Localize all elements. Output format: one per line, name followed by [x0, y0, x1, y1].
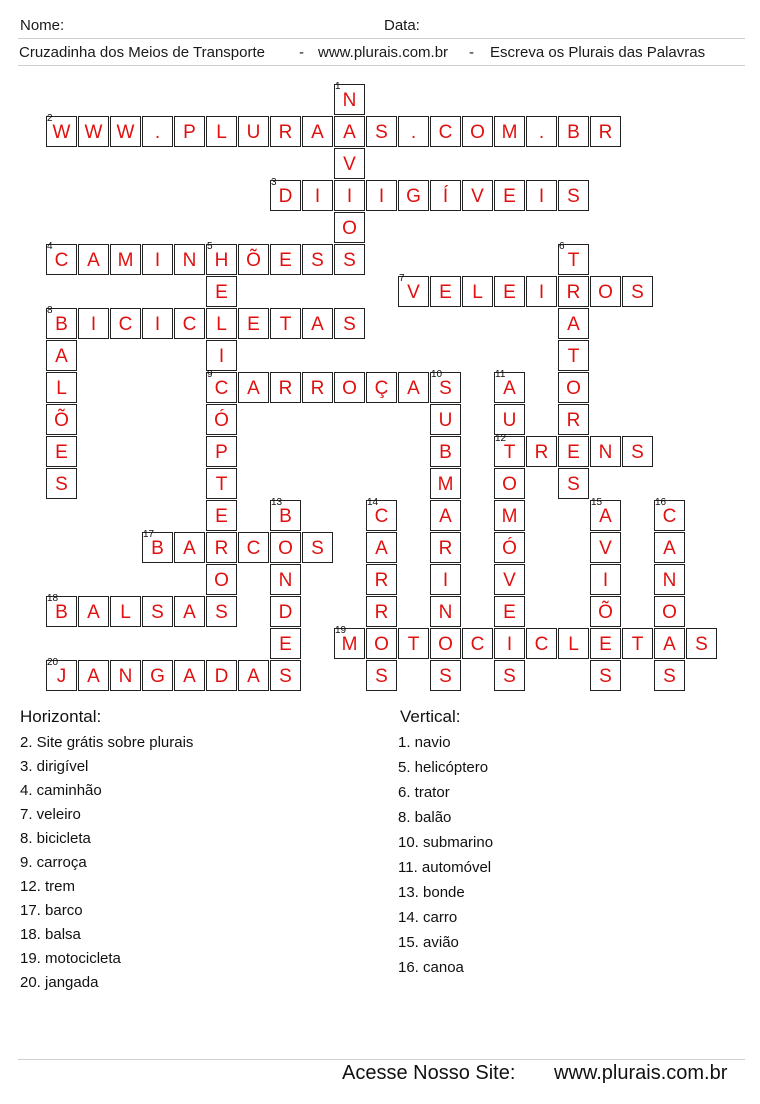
horizontal-clues-title: Horizontal: [20, 707, 102, 726]
crossword-cell[interactable]: S [558, 468, 589, 499]
crossword-cell[interactable]: I [302, 180, 333, 211]
clue-item: 12. trem [20, 878, 76, 895]
clue-item: 2. Site grátis sobre plurais [20, 734, 194, 751]
crossword-cell[interactable]: N [590, 436, 621, 467]
crossword-cell[interactable]: L [558, 628, 589, 659]
crossword-cell[interactable]: Ç [366, 372, 397, 403]
crossword-cell[interactable]: A [590, 500, 621, 531]
crossword-cell[interactable]: N [110, 660, 141, 691]
crossword-cell[interactable]: N [334, 84, 365, 115]
clue-item: 8. bicicleta [20, 830, 91, 847]
crossword-cell[interactable]: Í [430, 180, 461, 211]
crossword-cell[interactable]: U [238, 116, 269, 147]
crossword-cell[interactable]: S [430, 660, 461, 691]
clue-number-label: 20 [47, 657, 59, 668]
subtitle-title: Cruzadinha dos Meios de Transporte [19, 44, 265, 61]
clue-number-label: 19 [335, 625, 347, 636]
crossword-cell[interactable]: R [270, 372, 301, 403]
crossword-cell[interactable]: I [206, 340, 237, 371]
clue-number-label: 13 [271, 497, 283, 508]
clue-item: 16. canoa [398, 959, 464, 976]
clue-number-label: 16 [655, 497, 667, 508]
crossword-cell[interactable]: . [142, 116, 173, 147]
crossword-cell[interactable]: M [494, 116, 525, 147]
crossword-cell[interactable]: E [590, 628, 621, 659]
crossword-cell[interactable]: V [462, 180, 493, 211]
crossword-cell[interactable]: Õ [238, 244, 269, 275]
crossword-cell[interactable]: H [206, 244, 237, 275]
crossword-cell[interactable]: J [46, 660, 77, 691]
crossword-cell[interactable]: N [174, 244, 205, 275]
subtitle-instructions: Escreva os Plurais das Palavras [490, 44, 706, 61]
clue-number-label: 3 [271, 177, 277, 188]
crossword-cell[interactable]: C [46, 244, 77, 275]
crossword-cell[interactable]: S [622, 276, 653, 307]
clue-item: 19. motocicleta [20, 950, 121, 967]
crossword-cell[interactable]: P [174, 116, 205, 147]
crossword-cell[interactable]: . [526, 116, 557, 147]
crossword-cell[interactable]: W [46, 116, 77, 147]
crossword-cell[interactable]: S [590, 660, 621, 691]
crossword-cell[interactable]: A [174, 532, 205, 563]
crossword-cell[interactable]: L [206, 116, 237, 147]
crossword-cell[interactable]: D [270, 180, 301, 211]
crossword-cell[interactable]: T [494, 436, 525, 467]
crossword-cell[interactable]: V [398, 276, 429, 307]
clue-item: 8. balão [398, 809, 452, 826]
crossword-cell[interactable]: B [46, 596, 77, 627]
crossword-cell[interactable]: S [302, 244, 333, 275]
clue-item: 15. avião [398, 934, 459, 951]
crossword-cell[interactable]: S [302, 532, 333, 563]
crossword-cell[interactable]: A [398, 372, 429, 403]
crossword-cell[interactable]: S [558, 180, 589, 211]
crossword-cell[interactable]: R [206, 532, 237, 563]
crossword-cell[interactable]: L [462, 276, 493, 307]
vertical-clues-title: Vertical: [400, 707, 461, 726]
crossword-cell[interactable]: A [238, 372, 269, 403]
clue-item: 5. helicóptero [398, 759, 489, 776]
footer-label: Acesse Nosso Site: [342, 1062, 516, 1084]
crossword-cell[interactable]: Ó [206, 404, 237, 435]
crossword-cell[interactable]: S [366, 660, 397, 691]
crossword-cell[interactable]: R [558, 404, 589, 435]
crossword-cell[interactable]: E [494, 276, 525, 307]
crossword-cell[interactable]: C [462, 628, 493, 659]
crossword-cell[interactable]: A [174, 596, 205, 627]
crossword-cell[interactable]: U [430, 404, 461, 435]
crossword-cell[interactable]: S [430, 372, 461, 403]
crossword-cell[interactable]: W [110, 116, 141, 147]
crossword-cell[interactable]: O [494, 468, 525, 499]
crossword-cell[interactable]: E [206, 276, 237, 307]
clue-item: 17. barco [20, 902, 83, 919]
crossword-cell[interactable]: A [78, 660, 109, 691]
clue-number-label: 5 [207, 241, 213, 252]
crossword-cell[interactable]: U [494, 404, 525, 435]
crossword-cell[interactable]: V [334, 148, 365, 179]
clue-number-label: 8 [47, 305, 53, 316]
crossword-cell[interactable]: I [366, 180, 397, 211]
clue-number-label: 14 [367, 497, 379, 508]
crossword-cell[interactable]: R [590, 116, 621, 147]
crossword-cell[interactable]: A [78, 244, 109, 275]
clue-number-label: 15 [591, 497, 603, 508]
crossword-cell[interactable]: M [430, 468, 461, 499]
crossword-cell[interactable]: T [398, 628, 429, 659]
crossword-cell[interactable]: A [558, 308, 589, 339]
crossword-cell[interactable]: D [206, 660, 237, 691]
crossword-cell[interactable]: C [238, 532, 269, 563]
subtitle-site: www.plurais.com.br [318, 44, 449, 61]
crossword-cell[interactable]: M [334, 628, 365, 659]
crossword-cell[interactable]: A [302, 308, 333, 339]
crossword-cell[interactable]: O [206, 564, 237, 595]
crossword-cell[interactable]: N [430, 596, 461, 627]
crossword-cell[interactable]: Ó [494, 532, 525, 563]
crossword-cell[interactable]: I [142, 244, 173, 275]
clue-item: 14. carro [398, 909, 458, 926]
crossword-cell[interactable]: Õ [46, 404, 77, 435]
clue-number-label: 11 [495, 369, 506, 380]
crossword-cell[interactable]: I [526, 276, 557, 307]
crossword-cell[interactable]: O [654, 596, 685, 627]
crossword-cell[interactable]: O [430, 628, 461, 659]
crossword-cell[interactable]: G [398, 180, 429, 211]
crossword-cell[interactable]: Õ [590, 596, 621, 627]
crossword-cell[interactable]: I [334, 180, 365, 211]
clue-item: 10. submarino [398, 834, 494, 851]
crossword-cell[interactable]: O [366, 628, 397, 659]
crossword-cell[interactable]: A [46, 340, 77, 371]
crossword-cell[interactable]: A [302, 116, 333, 147]
crossword-cell[interactable]: R [302, 372, 333, 403]
crossword-cell[interactable]: S [270, 660, 301, 691]
crossword-cell[interactable]: R [366, 596, 397, 627]
clue-item: 4. caminhão [20, 782, 102, 799]
crossword-cell[interactable]: I [78, 308, 109, 339]
crossword-cell[interactable]: T [558, 340, 589, 371]
crossword-cell[interactable]: S [654, 660, 685, 691]
crossword-cell[interactable]: A [334, 116, 365, 147]
crossword-cell[interactable]: C [654, 500, 685, 531]
crossword-cell[interactable]: B [46, 308, 77, 339]
clue-number-label: 7 [399, 273, 405, 284]
crossword-cell[interactable]: A [174, 660, 205, 691]
crossword-cell[interactable]: S [206, 596, 237, 627]
clue-number-label: 12 [495, 433, 507, 444]
clue-item: 9. carroça [20, 854, 87, 871]
crossword-cell[interactable]: T [558, 244, 589, 275]
crossword-cell[interactable]: C [174, 308, 205, 339]
crossword-cell[interactable]: D [270, 596, 301, 627]
crossword-cell[interactable]: B [558, 116, 589, 147]
crossword-cell[interactable]: T [270, 308, 301, 339]
crossword-cell[interactable]: C [110, 308, 141, 339]
crossword-cell[interactable]: L [46, 372, 77, 403]
clue-item: 7. veleiro [20, 806, 81, 823]
clue-item: 13. bonde [398, 884, 465, 901]
crossword-cell[interactable]: S [494, 660, 525, 691]
crossword-cell[interactable]: C [366, 500, 397, 531]
crossword-cell[interactable]: A [654, 532, 685, 563]
crossword-cell[interactable]: G [142, 660, 173, 691]
crossword-cell[interactable]: T [622, 628, 653, 659]
crossword-cell[interactable]: V [590, 532, 621, 563]
name-label: Nome: [20, 17, 65, 34]
crossword-cell[interactable]: R [270, 116, 301, 147]
crossword-cell[interactable]: O [334, 212, 365, 243]
crossword-cell[interactable]: O [334, 372, 365, 403]
crossword-cell[interactable]: R [526, 436, 557, 467]
crossword-cell[interactable]: C [430, 116, 461, 147]
crossword-cell[interactable]: L [206, 308, 237, 339]
clue-number-label: 2 [47, 113, 53, 124]
crossword-cell[interactable]: W [78, 116, 109, 147]
clue-item: 1. navio [398, 734, 451, 751]
crossword-cell[interactable]: A [430, 500, 461, 531]
subtitle-separator: - [299, 44, 304, 61]
clue-number-label: 9 [207, 369, 213, 380]
crossword-cell[interactable]: B [430, 436, 461, 467]
crossword-cell[interactable]: E [430, 276, 461, 307]
crossword-cell[interactable]: S [686, 628, 717, 659]
clue-number-label: 17 [143, 529, 155, 540]
crossword-cell[interactable]: A [654, 628, 685, 659]
clue-item: 20. jangada [20, 974, 99, 991]
crossword-cell[interactable]: E [270, 628, 301, 659]
footer-site-link[interactable]: www.plurais.com.br [554, 1062, 728, 1084]
crossword-cell[interactable]: E [270, 244, 301, 275]
clue-number-label: 18 [47, 593, 59, 604]
crossword-cell[interactable]: S [334, 244, 365, 275]
crossword-cell[interactable]: I [590, 564, 621, 595]
crossword-cell[interactable]: I [494, 628, 525, 659]
crossword-cell[interactable]: E [46, 436, 77, 467]
crossword-cell[interactable]: L [110, 596, 141, 627]
crossword-cell[interactable]: I [430, 564, 461, 595]
date-label: Data: [384, 17, 420, 34]
clue-number-label: 1 [335, 81, 341, 92]
crossword-cell[interactable]: S [622, 436, 653, 467]
crossword-cell[interactable]: A [366, 532, 397, 563]
crossword-cell[interactable]: O [590, 276, 621, 307]
crossword-cell[interactable]: M [494, 500, 525, 531]
crossword-cell[interactable]: S [366, 116, 397, 147]
clue-item: 11. automóvel [398, 859, 492, 876]
crossword-cell[interactable]: M [110, 244, 141, 275]
clue-item: 18. balsa [20, 926, 81, 943]
crossword-cell[interactable]: R [366, 564, 397, 595]
crossword-cell[interactable]: N [270, 564, 301, 595]
crossword-cell[interactable]: C [206, 372, 237, 403]
subtitle-separator: - [469, 44, 474, 61]
clue-number-label: 6 [559, 241, 565, 252]
crossword-cell[interactable]: R [430, 532, 461, 563]
crossword-cell[interactable]: R [558, 276, 589, 307]
crossword-cell[interactable]: O [462, 116, 493, 147]
crossword-cell[interactable]: A [494, 372, 525, 403]
footer-divider [18, 1059, 745, 1060]
clue-item: 3. dirigível [20, 758, 89, 775]
clue-item: 6. trator [398, 784, 450, 801]
crossword-cell[interactable]: S [334, 308, 365, 339]
crossword-cell[interactable]: N [654, 564, 685, 595]
crossword-cell[interactable]: V [494, 564, 525, 595]
crossword-cell[interactable]: O [270, 532, 301, 563]
clue-number-label: 10 [431, 369, 443, 380]
crossword-cell[interactable]: P [206, 436, 237, 467]
crossword-cell[interactable]: B [142, 532, 173, 563]
crossword-cell[interactable]: . [398, 116, 429, 147]
crossword-cell[interactable]: I [142, 308, 173, 339]
crossword-cell[interactable]: E [494, 596, 525, 627]
crossword-cell[interactable]: E [494, 180, 525, 211]
crossword-cell[interactable]: S [46, 468, 77, 499]
crossword-cell[interactable]: C [526, 628, 557, 659]
crossword-cell[interactable]: A [238, 660, 269, 691]
crossword-cell[interactable]: T [206, 468, 237, 499]
crossword-cell[interactable]: E [238, 308, 269, 339]
crossword-cell[interactable]: I [526, 180, 557, 211]
clue-number-label: 4 [47, 241, 53, 252]
crossword-cell[interactable]: E [558, 436, 589, 467]
crossword-cell[interactable]: E [206, 500, 237, 531]
crossword-cell[interactable]: B [270, 500, 301, 531]
crossword-cell[interactable]: A [78, 596, 109, 627]
crossword-cell[interactable]: O [558, 372, 589, 403]
crossword-cell[interactable]: S [142, 596, 173, 627]
